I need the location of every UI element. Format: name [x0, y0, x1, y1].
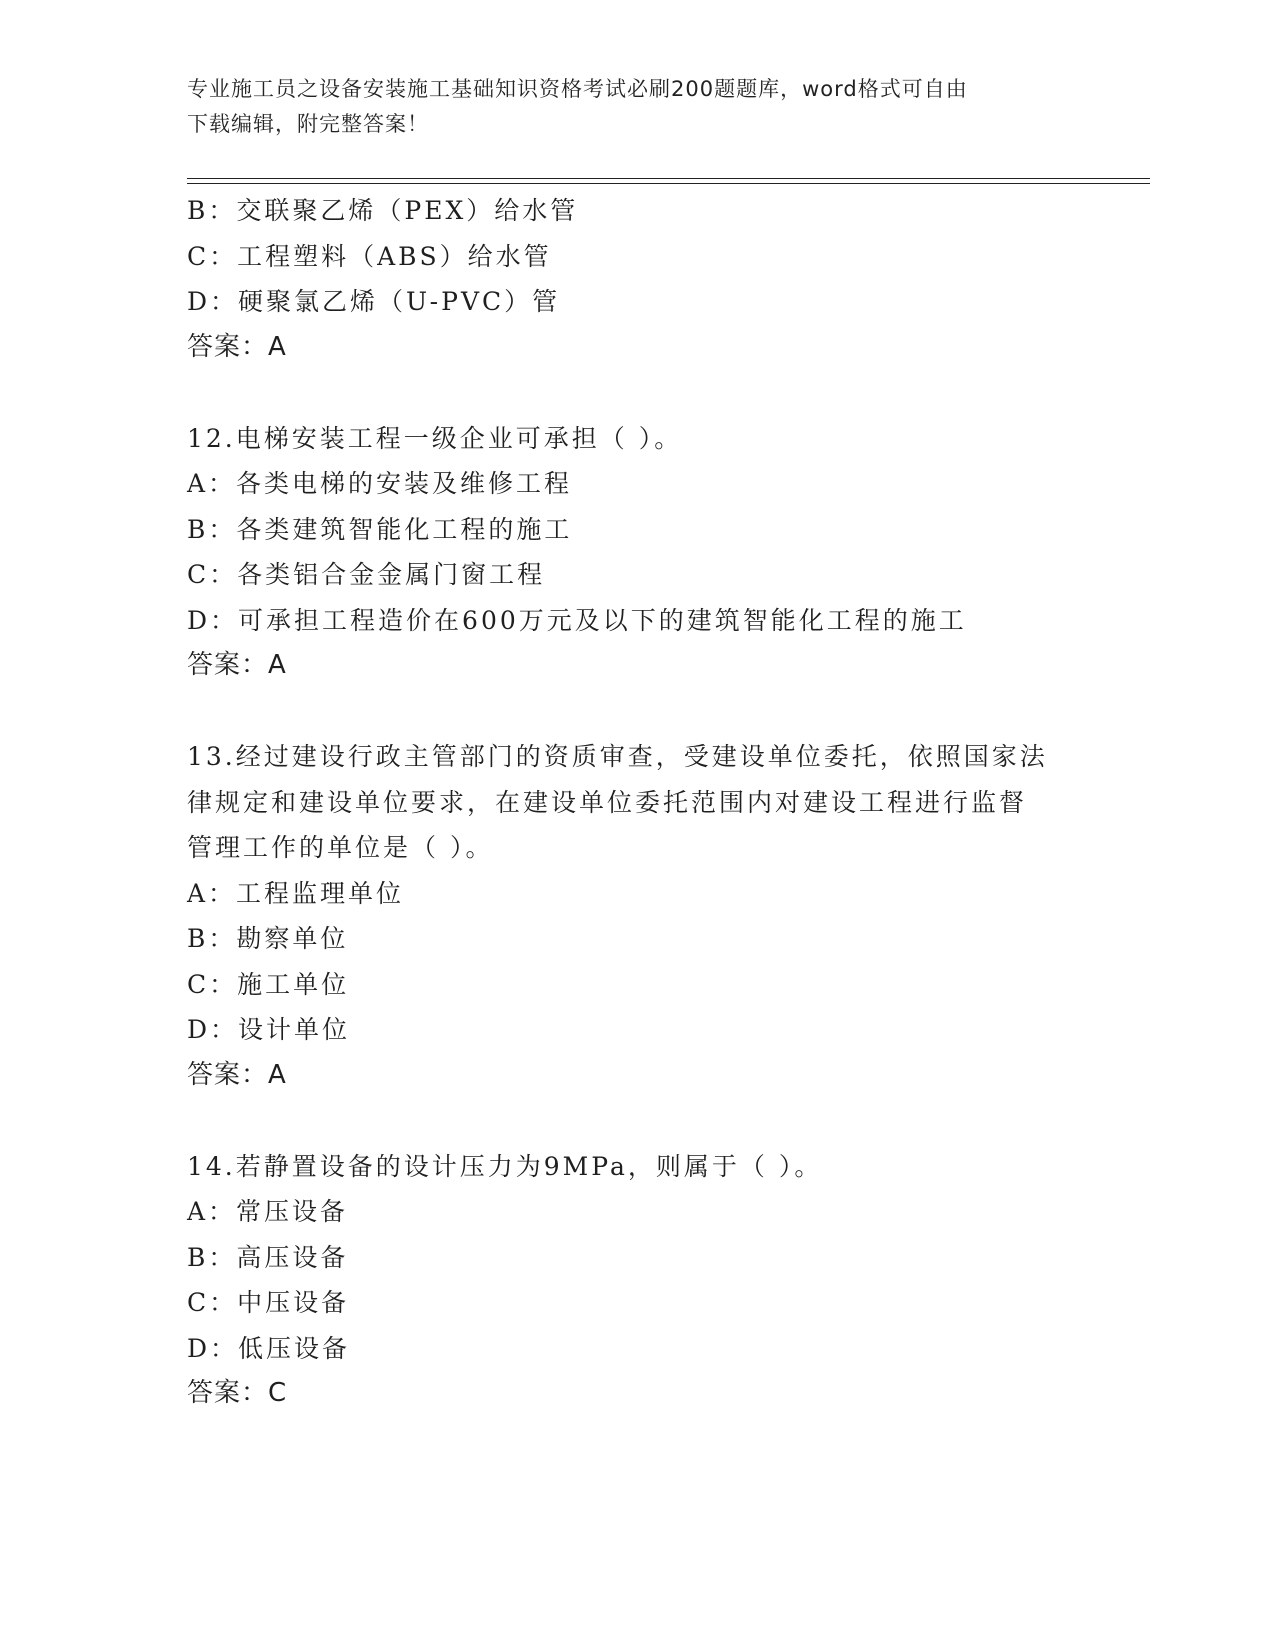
option-a: A：常压设备: [187, 1197, 349, 1226]
option-c: C：各类铝合金金属门窗工程: [187, 560, 546, 589]
question-stem-line-3: 管理工作的单位是（ ）。: [187, 833, 494, 862]
question-12: [187, 416, 1087, 689]
option-d: D：设计单位: [187, 1015, 351, 1044]
answer-line: 答案：A: [187, 650, 287, 680]
question-14: [187, 1144, 1087, 1417]
answer-line: 答案：A: [187, 331, 287, 362]
spacer: [187, 370, 1087, 416]
option-d: D：低压设备: [187, 1333, 351, 1363]
option-a: A：工程监理单位: [187, 878, 405, 908]
option-c: C：中压设备: [187, 1288, 350, 1317]
option-d: D：硬聚氯乙烯（U-PVC）管: [187, 287, 561, 316]
question-list: [187, 188, 1087, 1417]
spacer: [187, 689, 1087, 735]
option-d: D：可承担工程造价在600万元及以下的建筑智能化工程的施工: [187, 605, 967, 635]
header-line-1: 专业施工员之设备安装施工基础知识资格考试必刷200题题库，word格式可自由: [187, 77, 968, 101]
option-b: B：高压设备: [187, 1242, 349, 1272]
header-divider-bottom: [187, 183, 1150, 184]
option-b: B：各类建筑智能化工程的施工: [187, 514, 573, 544]
question-stem: 14.若静置设备的设计压力为9MPa，则属于（ ）。: [187, 1151, 823, 1181]
option-c: C：工程塑料（ABS）给水管: [187, 241, 552, 271]
header-divider-top: [187, 178, 1150, 179]
spacer: [187, 1098, 1087, 1144]
question-11-continued: [187, 188, 1087, 370]
question-stem: 12.电梯安装工程一级企业可承担（ ）。: [187, 423, 683, 453]
option-a: A：各类电梯的安装及维修工程: [187, 469, 573, 498]
option-b: B：勘察单位: [187, 924, 349, 953]
answer-line: 答案：A: [187, 1059, 287, 1090]
option-c: C：施工单位: [187, 969, 350, 999]
document-header: [187, 72, 1087, 142]
question-stem-line-1: 13.经过建设行政主管部门的资质审查，受建设单位委托，依照国家法: [187, 742, 1048, 771]
option-b: B：交联聚乙烯（PEX）给水管: [187, 196, 579, 225]
question-13: [187, 734, 1087, 1098]
header-line-2: 下载编辑，附完整答案！: [187, 112, 429, 136]
answer-line: 答案：C: [187, 1378, 288, 1408]
question-stem-line-2: 律规定和建设单位要求，在建设单位委托范围内对建设工程进行监督: [187, 787, 1028, 817]
